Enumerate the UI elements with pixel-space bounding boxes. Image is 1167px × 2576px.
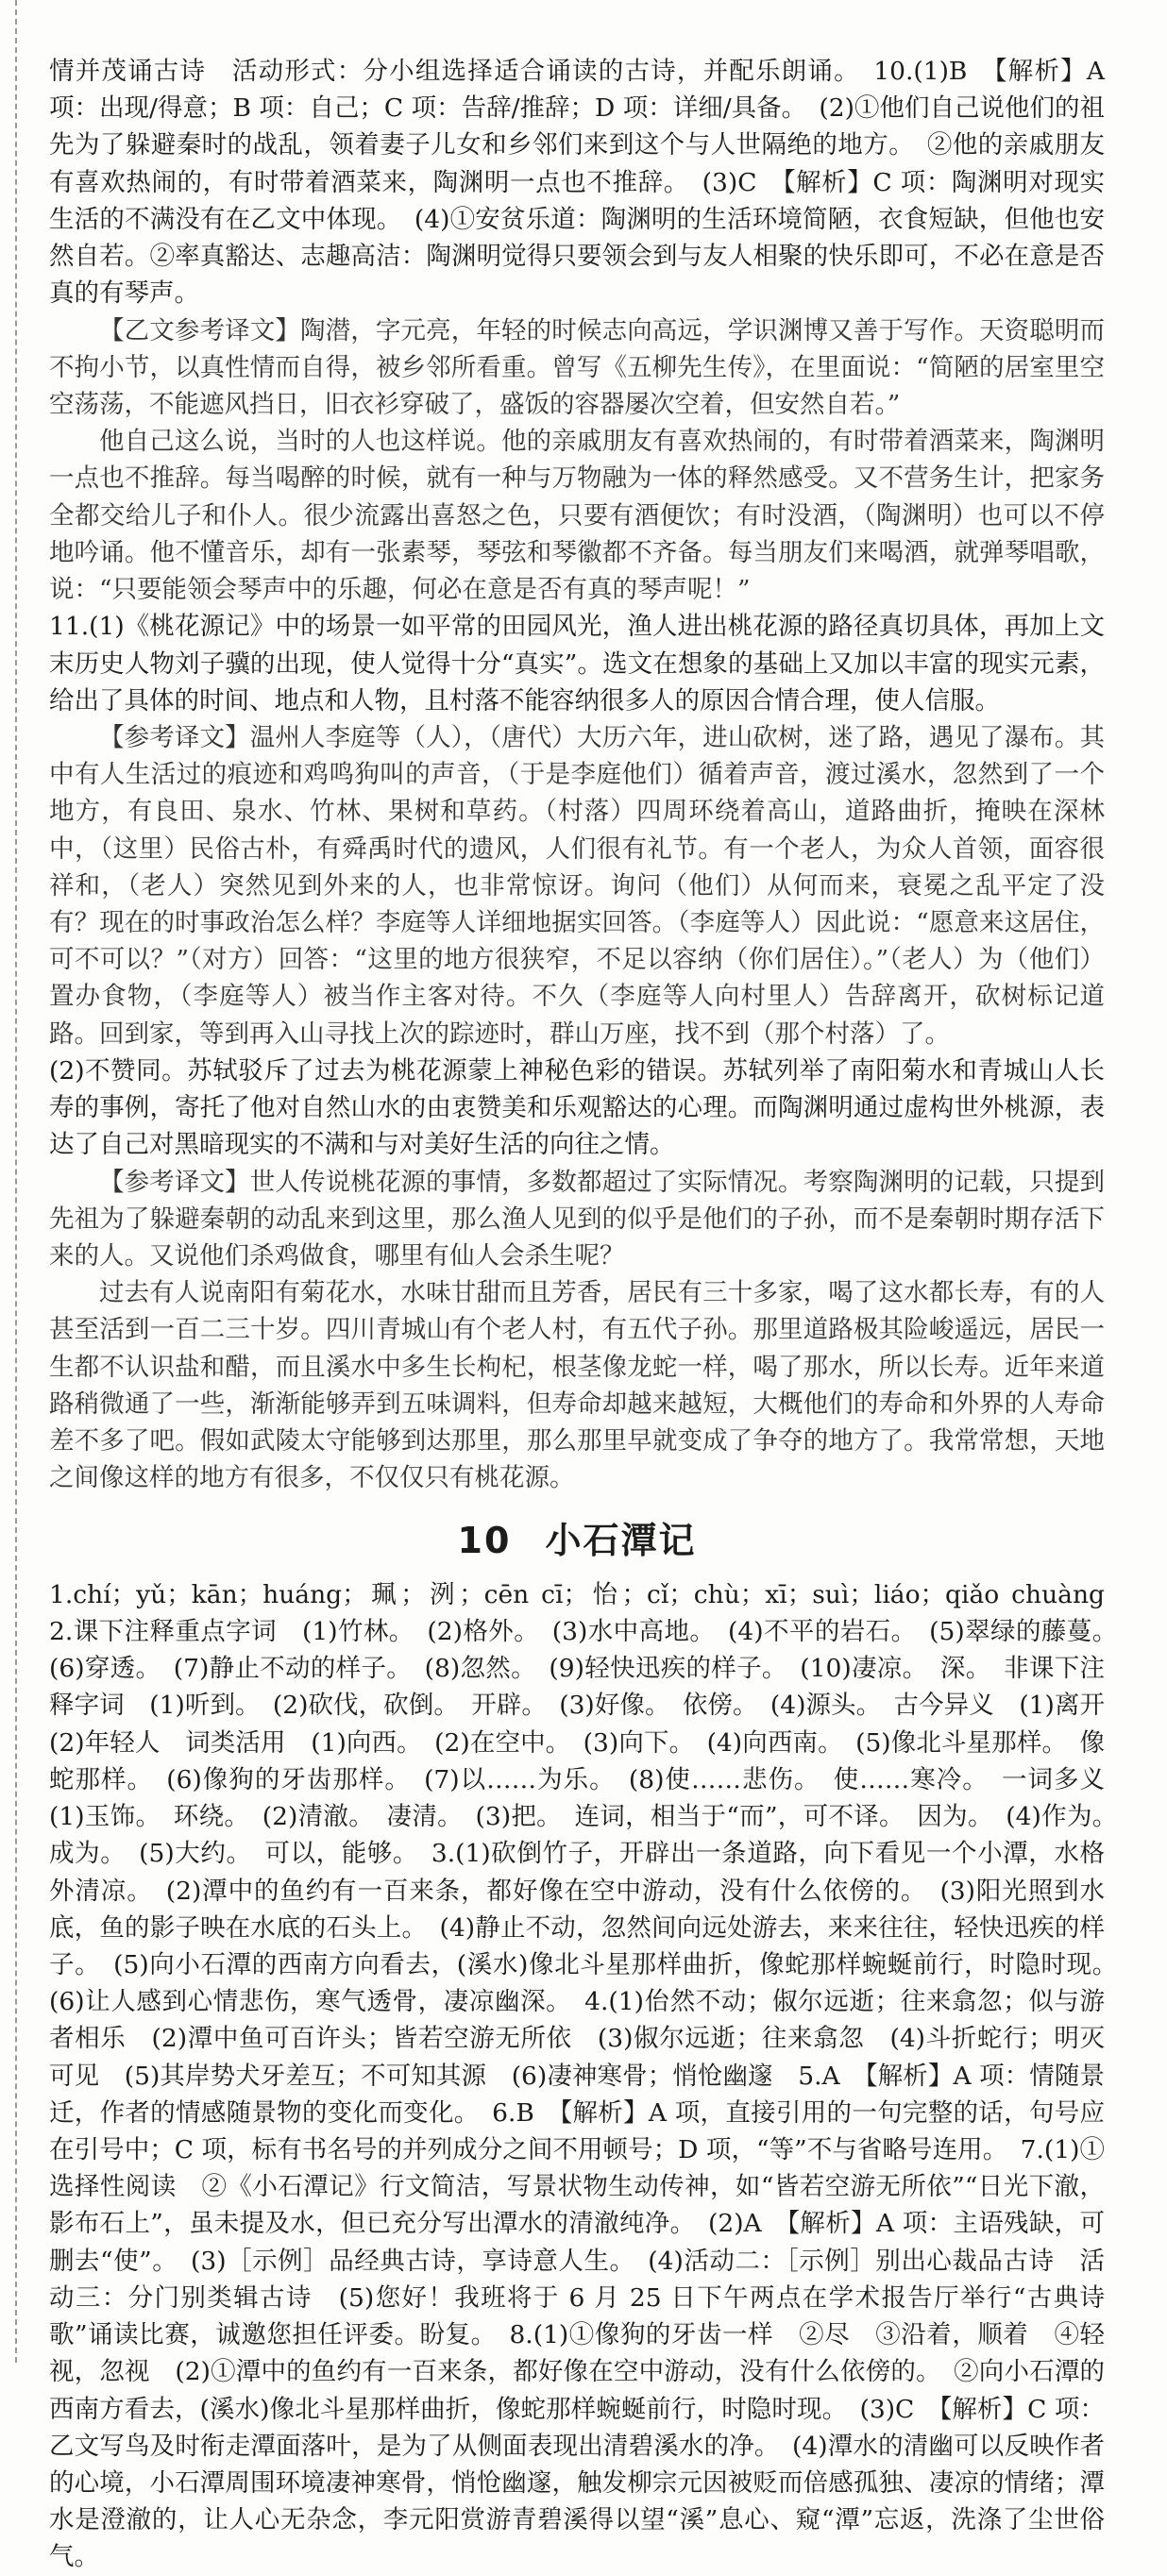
answer-para-11-1: 11.(1)《桃花源记》中的场景一如平常的田园风光，渔人进出桃花源的路径真切具体，再加上文末历史人物刘子骥的出现，使人觉得十分“真实”。选文在想象的基础上又加以丰富的现实元素，给出了具体的时间、地点和人物，且村落不能容纳很多人的原因合情合理，使人信服。 <box>49 612 1105 716</box>
translation-para-3: 【参考译文】温州人李庭等（人），（唐代）大历六年，进山砍树，迷了路，遇见了瀑布。其中有人生活过的痕迹和鸡鸣狗叫的声音，（于是李庭他们）循着声音，渡过溪水，忽然到了一个地方，有良田、泉水、竹林、果树和草药。（村落）四周环绕着高山，道路曲折，掩映在深林中，（这里）民俗古朴，有舜禹时代的遗风，人们很有礼节。有一个老人，为众人首领，面容很祥和，（老人）突然见到外来的人，也非常惊讶。询问（他们）从何而来，衰冕之乱平定了没有？现在的时事政治怎么样？李庭等人详细地据实回答。（李庭等人）因此说：“愿意来这居住，可不可以？”（对方）回答：“这里的地方很狭窄，不足以容纳（你们居住）。”（老人）为（他们）置办食物，（李庭等人）被当作主客对待。不久（李庭等人向村里人）告辞离开，砍树标记道路。回到家，等到再入山寻找上次的踪迹时，群山万座，找不到（那个村落）了。 <box>49 722 1105 1049</box>
answer-content <box>49 53 1130 2576</box>
translation-para-5: 过去有人说南阳有菊花水，水味甘甜而且芳香，居民有三十多家，喝了这水都长寿，有的人甚至活到一百二三十岁。四川青城山有个老人村，有五代子孙。那里道路极其险峻遥远，居民一生都不认识盐和醋，而且溪水中多生长枸杞，根茎像龙蛇一样，喝了那水，所以长寿。近年来道路稍微通了一些，渐渐能够弄到五味调料，但寿命却越来越短，大概他们的寿命和外界的人寿命差不多了吧。假如武陵太守能够到达那里，那么那里早就变成了争夺的地方了。我常常想，天地之间像这样的地方有很多，不仅仅只有桃花源。 <box>49 1278 1105 1493</box>
answer-para-xiaoshitan: 1.chí；yǔ；kān；huáng；珮；洌；cēn cī；怡；cǐ；chù；xī；suì；liáo；qiǎo chuàng 2.课下注释重点字词 (1)竹林。 (2)格外。 (3)水中高地。 (4)不平的岩石。 (5)翠绿的藤蔓。 (6)穿透。 (7)静止不动的样子。 (8)忽然。 (9)轻快迅疾的样子。 (10)凄凉。 深。 非课下注释字词 (1)听到。 (2)砍伐，砍倒。 开辟。 (3)好像。 依傍。 (4)源头。 古今异义 (1)离开 (2)年轻人 词类活用 (1)向西。 (2)在空中。 (3)向下。 (4)向西南。 (5)像北斗星那样。 像蛇那样。 (6)像狗的牙齿那样。 (7)以……为乐。 (8)使……悲伤。 使……寒冷。 一词多义 (1)玉饰。 环绕。 (2)清澈。 凄清。 (3)把。 连词，相当于“而”，可不译。 因为。 (4)作为。 成为。 (5)大约。 可以，能够。 3.(1)砍倒竹子，开辟出一条道路，向下看见一个小潭，水格外清凉。 (2)潭中的鱼约有一百来条，都好像在空中游动，没有什么依傍的。 (3)阳光照到水底，鱼的影子映在水底的石头上。 (4)静止不动，忽然间向远处游去，来来往往，轻快迅疾的样子。 (5)向小石潭的西南方向看去，(溪水)像北斗星那样曲折，像蛇那样蜿蜒前行，时隐时现。 (6)让人感到心情悲伤，寒气透骨，凄凉幽深。 4.(1)佁然不动；俶尔远逝；往来翕忽；似与游者相乐 (2)潭中鱼可百许头；皆若空游无所依 (3)俶尔远逝；往来翕忽 (4)斗折蛇行；明灭可见 (5)其岸势犬牙差互；不可知其源 (6)凄神寒骨；悄怆幽邃 5.A 【解析】A 项：情随景迁，作者的情感随景物的变化而变化。 6.B 【解析】A 项，直接引用的一句完整的话，句号应在引号中；C 项，标有书名号的并列成分之间不用顿号；D 项，“等”不与省略号连用。 7.(1)①选择性阅读 ②《小石潭记》行文简洁，写景状物生动传神，如“皆若空游无所依”“日光下澈，影布石上”，虽未提及水，但已充分写出潭水的清澈纯净。 (2)A 【解析】A 项：主语残缺，可删去“使”。 (3)［示例］品经典古诗，享诗意人生。 (4)活动二：［示例］别出心裁品古诗 活动三：分门别类辑古诗 (5)您好！我班将于 6 月 25 日下午两点在学术报告厅举行“古典诗歌”诵读比赛，诚邀您担任评委。盼复。 8.(1)①像狗的牙齿一样 ②尽 ③沿着，顺着 ④轻视，忽视 (2)①潭中的鱼约有一百来条，都好像在空中游动，没有什么依傍的。 ②向小石潭的西南方看去，(溪水)像北斗星那样曲折，像蛇那样蜿蜒前行，时隐时现。 (3)C 【解析】C 项：乙文写鸟及时衔走潭面落叶，是为了从侧面表现出清碧溪水的净。 (4)潭水的清幽可以反映作者的心境，小石潭周围环境凄神寒骨，悄怆幽邃，触发柳宗元因被贬而倍感孤独、凄凉的情绪；潭水是澄澈的，让人心无杂念，李元阳赏游青碧溪得以望“溪”息心、窥“潭”忘返，洗涤了尘世俗气。 <box>49 1579 1130 2572</box>
section-heading: 小石潭记 <box>545 1519 697 1561</box>
translation-para-4: 【参考译文】世人传说桃花源的事情，多数都超过了实际情况。考察陶渊明的记载，只提到先祖为了躲避秦朝的动乱来到这里，那么渔人见到的似乎是他们的子孙，而不是秦朝时期存活下来的人。又说他们杀鸡做食，哪里有仙人会杀生呢？ <box>49 1167 1105 1271</box>
binding-dashed-line <box>15 0 17 2363</box>
translation-para-2: 他自己这么说，当时的人也这样说。他的亲戚朋友有喜欢热闹的，有时带着酒菜来，陶渊明一点也不推辞。每当喝醉的时候，就有一种与万物融为一体的释然感受。又不营务生计，把家务全都交给儿子和仆人。很少流露出喜怒之色，只要有酒便饮；有时没酒，（陶渊明）也可以不停地吟诵。他不懂音乐，却有一张素琴，琴弦和琴徽都不齐备。每当朋友们来喝酒，就弹琴唱歌，说：“只要能领会琴声中的乐趣，何必在意是否有真的琴声呢！” <box>49 427 1105 605</box>
translation-para-1: 【乙文参考译文】陶潜，字元亮，年轻的时候志向高远，学识渊博又善于写作。天资聪明而不拘小节，以真性情而自得，被乡邻所看重。曾写《五柳先生传》，在里面说：“简陋的居室里空空荡荡，不能遮风挡日，旧衣衫穿破了，盛饭的容器屡次空着，但安然自若。” <box>49 315 1105 419</box>
section-number: 10 <box>457 1519 512 1561</box>
section-title <box>49 1514 1105 1567</box>
answer-para-11-2: (2)不赞同。苏轼驳斥了过去为桃花源蒙上神秘色彩的错误。苏轼列举了南阳菊水和青城山人长寿的事例，寄托了他对自然山水的由衷赞美和乐观豁达的心理。而陶渊明通过虚构世外桃源，表达了自己对黑暗现实的不满和与对美好生活的向往之情。 <box>49 1055 1105 1160</box>
answer-para-1: 情并茂诵古诗 活动形式：分小组选择适合诵读的古诗，并配乐朗诵。 10.(1)B 【解析】A 项：出现/得意；B 项：自己；C 项：告辞/推辞；D 项：详细/具备。 (2)①他们自己说他们的祖先为了躲避秦时的战乱，领着妻子儿女和乡邻们来到这个与人世隔绝的地方。 ②他的亲戚朋友有喜欢热闹的，有时带着酒菜来，陶渊明一点也不推辞。 (3)C 【解析】C 项：陶渊明对现实生活的不满没有在乙文中体现。 (4)①安贫乐道：陶渊明的生活环境简陋，衣食短缺，但他也安然自若。②率真豁达、志趣高洁：陶渊明觉得只要领会到与友人相聚的快乐即可，不必在意是否真的有琴声。 <box>49 57 1105 309</box>
